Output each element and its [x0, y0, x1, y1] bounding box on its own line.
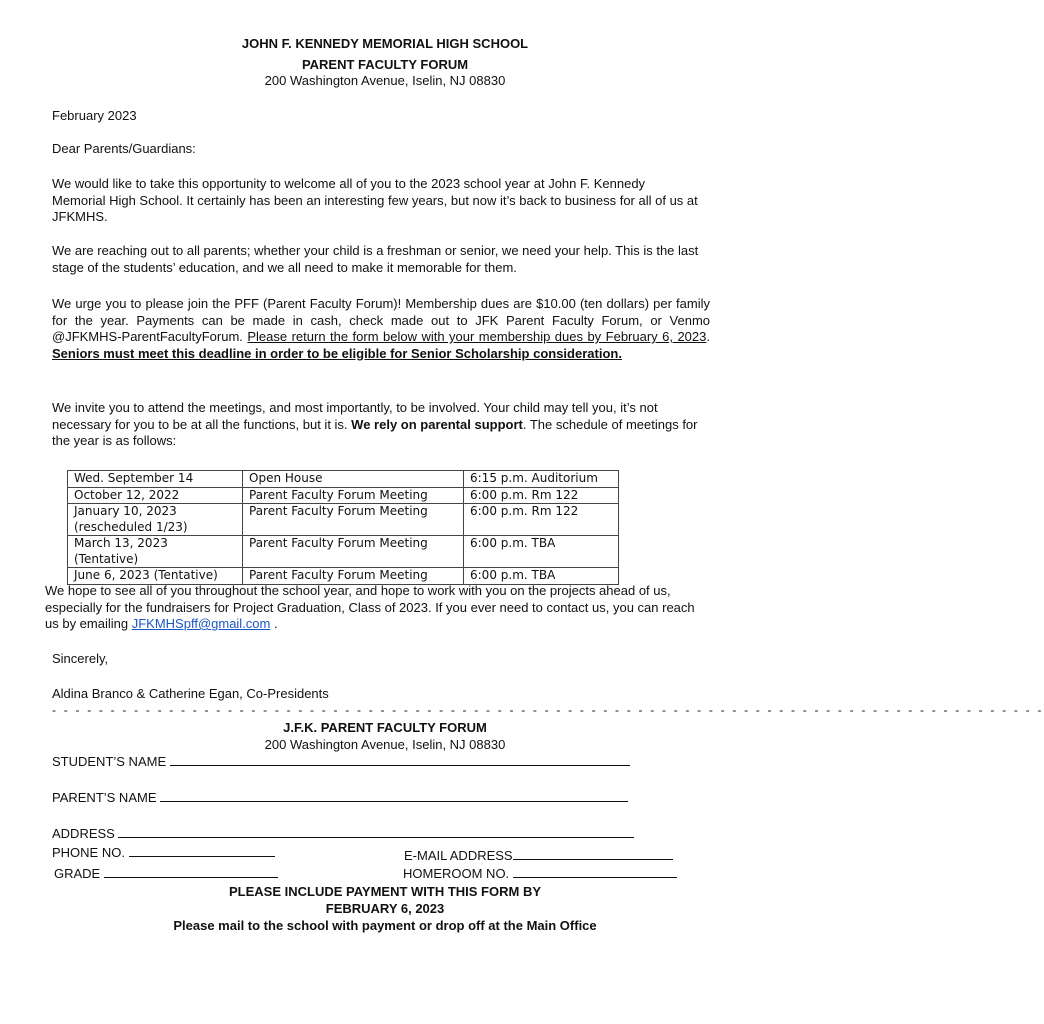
- schedule-event: Open House: [243, 471, 464, 488]
- student-name-label: STUDENT’S NAME: [52, 754, 167, 769]
- mail-instructions: Please mail to the school with payment or drop off at the Main Office: [173, 918, 597, 933]
- school-name: JOHN F. KENNEDY MEMORIAL HIGH SCHOOL: [241, 36, 529, 51]
- phone-line[interactable]: [129, 844, 275, 857]
- contact-email-link[interactable]: JFKMHSpff@gmail.com: [131, 616, 271, 631]
- schedule-event: Parent Faculty Forum Meeting: [243, 504, 464, 536]
- return-form-notice: Please return the form below with your membership dues by February 6, 2023: [247, 329, 707, 344]
- email-line[interactable]: [513, 847, 673, 860]
- phone-field[interactable]: [52, 844, 275, 860]
- salutation: Dear Parents/Guardians:: [52, 141, 196, 156]
- parental-support: We rely on parental support: [351, 416, 523, 432]
- grade-field[interactable]: [54, 865, 278, 881]
- schedule-date: October 12, 2022: [68, 487, 243, 504]
- grade-label: GRADE: [54, 866, 101, 881]
- email-field[interactable]: [404, 847, 673, 863]
- closing-text: We hope to see all of you throughout the school year, and hope to work with you on the projects ahead of us, especially for the fundraisers for Project Graduation, Class of 2023. If you ever need to contact us, you can reach us by emailing: [45, 583, 695, 631]
- address-label: ADDRESS: [52, 826, 115, 841]
- paragraph-closing: [45, 583, 710, 633]
- paragraph-reaching-out: We are reaching out to all parents; whether your child is a freshman or senior, we need your help. This is the last stage of the students’ education, and we all need to make it memorable for them.: [52, 243, 699, 275]
- meeting-schedule-table: [67, 470, 619, 585]
- parent-name-field[interactable]: [52, 789, 628, 805]
- schedule-date-note: (Tentative): [74, 551, 139, 566]
- header-address: 200 Washington Avenue, Iselin, NJ 08830: [264, 73, 506, 88]
- invite-text-end: . The schedule of meetings for the year is as follows:: [52, 416, 698, 448]
- homeroom-field[interactable]: [403, 865, 677, 881]
- table-row: [68, 568, 619, 585]
- table-row: [68, 471, 619, 488]
- schedule-time: 6:00 p.m. TBA: [464, 536, 619, 568]
- table-row: [68, 487, 619, 504]
- schedule-date: June 6, 2023 (Tentative): [68, 568, 243, 585]
- org-name: PARENT FACULTY FORUM: [301, 57, 469, 72]
- schedule-event: Parent Faculty Forum Meeting: [243, 487, 464, 504]
- cut-line-divider: - - - - - - - - - - - - - - - - - - - - - - - - - - - - - - - - - - - - - - - - - - - - - - - - - - - - - - - - - - - - - - - - - - - - - - - - - - - - - - - - - - - - -: [52, 703, 1044, 717]
- homeroom-label: HOMEROOM NO.: [403, 866, 510, 881]
- homeroom-line[interactable]: [513, 865, 677, 878]
- email-label: E-MAIL ADDRESS: [404, 848, 513, 863]
- address-line[interactable]: [118, 825, 634, 838]
- grade-line[interactable]: [104, 865, 278, 878]
- form-title: J.F.K. PARENT FACULTY FORUM: [283, 720, 487, 735]
- schedule-date-cell: [68, 536, 243, 568]
- signers: Aldina Branco & Catherine Egan, Co-Presidents: [52, 686, 329, 701]
- senior-deadline-notice: Seniors must meet this deadline in order to be eligible for Senior Scholarship consideration.: [52, 345, 622, 361]
- payment-deadline: FEBRUARY 6, 2023: [325, 901, 445, 916]
- schedule-date-note: (rescheduled 1/23): [74, 519, 188, 534]
- student-name-line[interactable]: [170, 753, 630, 766]
- letter-date: February 2023: [52, 108, 137, 123]
- paragraph-invite: [52, 400, 710, 450]
- address-field[interactable]: [52, 825, 634, 841]
- membership-text: We urge you to please join the PFF (Parent Faculty Forum)! Membership dues are $10.00 (ten dollars) per family for the year. Payments can be made in cash, check made out to JFK Parent Faculty Forum, or Venmo @JFKMHS-ParentFacultyForum.: [52, 296, 710, 344]
- schedule-date-cell: [68, 504, 243, 536]
- schedule-date: January 10, 2023: [74, 504, 177, 518]
- schedule-event: Parent Faculty Forum Meeting: [243, 536, 464, 568]
- table-row: [68, 504, 619, 536]
- membership-punct: .: [706, 329, 710, 344]
- schedule-event: Parent Faculty Forum Meeting: [243, 568, 464, 585]
- student-name-field[interactable]: [52, 753, 630, 769]
- schedule-time: 6:00 p.m. Rm 122: [464, 504, 619, 536]
- paragraph-welcome: We would like to take this opportunity to welcome all of you to the 2023 school year at John F. Kennedy Memorial High School. It certainly has been an interesting few years, but now it’s back to business for all of us at JFKMHS.: [52, 176, 698, 224]
- invite-text: We invite you to attend the meetings, and most importantly, to be involved. Your child may tell you, it’s not necessary for you to be at all the functions, but it is.: [52, 400, 658, 432]
- parent-name-line[interactable]: [160, 789, 628, 802]
- form-address: 200 Washington Avenue, Iselin, NJ 08830: [264, 737, 506, 752]
- schedule-date: Wed. September 14: [68, 471, 243, 488]
- schedule-time: 6:00 p.m. TBA: [464, 568, 619, 585]
- schedule-time: 6:15 p.m. Auditorium: [464, 471, 619, 488]
- payment-note: PLEASE INCLUDE PAYMENT WITH THIS FORM BY: [228, 884, 541, 899]
- table-row: [68, 536, 619, 568]
- parent-name-label: PARENT’S NAME: [52, 790, 157, 805]
- phone-label: PHONE NO.: [52, 845, 125, 860]
- schedule-time: 6:00 p.m. Rm 122: [464, 487, 619, 504]
- paragraph-membership: [52, 296, 710, 362]
- schedule-date: March 13, 2023: [74, 536, 168, 550]
- sign-off: Sincerely,: [52, 651, 109, 666]
- closing-punct: .: [270, 616, 278, 631]
